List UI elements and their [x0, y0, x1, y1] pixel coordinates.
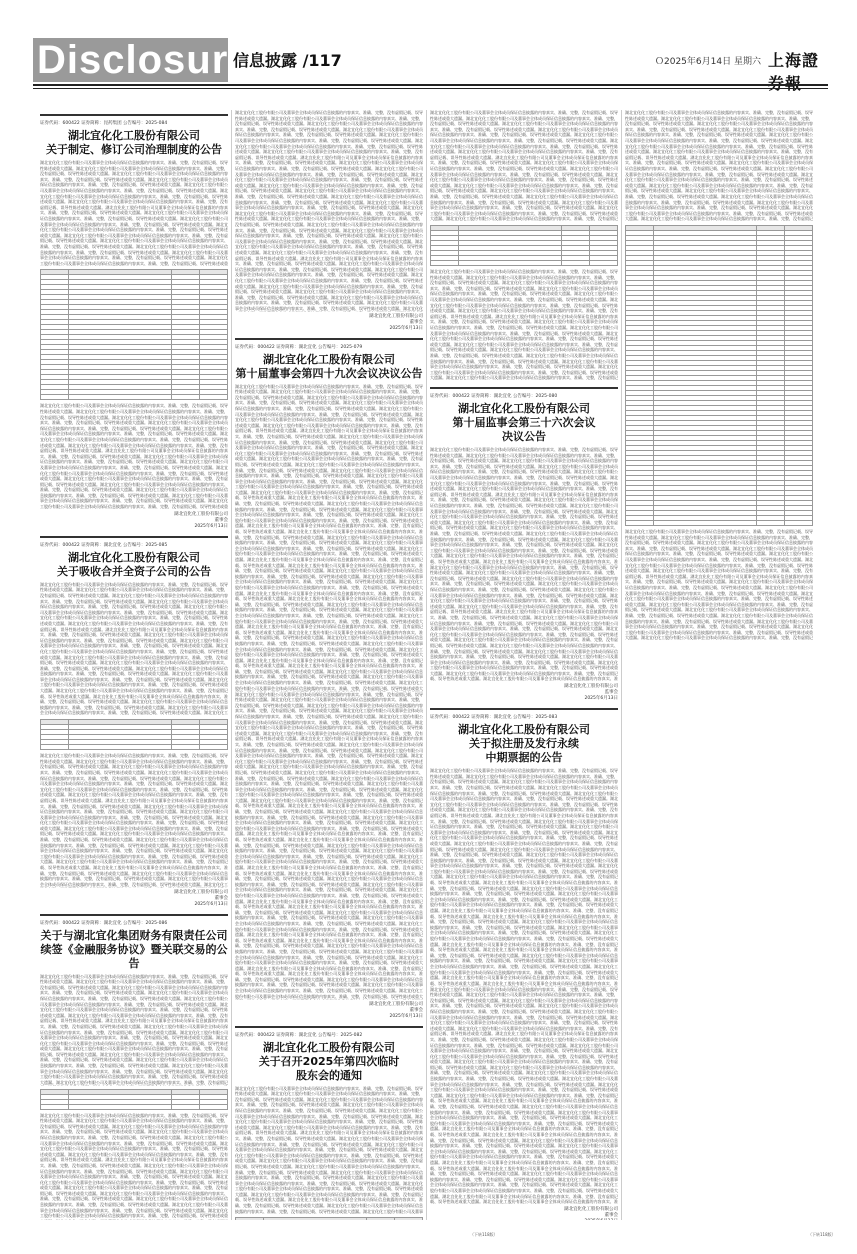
- notice-divider: [235, 338, 423, 340]
- announcement: [40, 536, 228, 908]
- column-separator: [621, 110, 622, 1220]
- notice-divider: [40, 114, 228, 116]
- announcement-body: 湖北宜化化工股份有限公司及董事会全体成员保证信息披露的内容真实、准确、完整，没有虚假记载、误导性陈述或重大遗漏。湖北宜化化工股份有限公司及董事会全体成员保证信息披露的内容真实、准确、完整，没有虚假记载、误导性陈述或重大遗漏。湖北宜化化工股份有限公司及董事会全体成员保证信息披露的内容真实、准确、完整，没有虚假记载、误导性陈述或重大遗漏。湖北宜化化工股份有限公司及董事会全体成员保证信息披露的内容真实、准确、完整，没有虚假记载、误导性陈述或重大遗漏。湖北宜化化工股份有限公司及董事会全体成员保证信息披露的内容真实、准确、完整，没有虚假记载、误导性陈述或重大遗漏。湖北宜化化工股份有限公司及董事会全体成员保证信息披露的内容真实、准确、完整，没有虚假记载、误导性陈述或重大遗漏。湖北宜化化工股份有限公司及董事会全体成员保证信息披露的内容真实、准确、完整，没有虚假记载、误导性陈述或重大遗漏。湖北宜化化工股份有限公司及董事会全体成员保证信息披露的内容真实、准确、完整，没有虚假记载、误导性陈述或重大遗漏。湖北宜化化工股份有限公司及董事会全体成员保证信息披露的内容真实、准确、完整，没有虚假记载、误导性陈述或重大遗漏。湖北宜化化工股份有限公司及董事会全体成员保证信息披露的内容真实、准确、完整，没有虚假记载、误导性陈述或重大遗漏。湖北宜化化工股份有限公司及董事会全体成员保证信息披露的内容真实、准确、完整，没有虚假记载、误导性陈述或重大遗漏。湖北宜化化工股份有限公司及董事会全体成员保证信息披露的内容真实、准确、完整，没有虚假记载、误导性陈述或重大遗漏。湖北宜化化工股份有限公司及董事会全体成员保证信息披露的内容真实、准确、完整，没有虚假记载、误导性陈述或重大遗漏。湖北宜化化工股份有限公司及董事会全体成员保证信息披露的内容真实、准确、完整，没有虚假记载、误导性陈述或重大遗漏。湖北宜化化工股份有限公司及董事会全体成员保证信息披露的内容真实、准确、完整，没有虚假记载、误导性陈述或重大遗漏。湖北宜化化工股份有限公司及董事会全体成员保证信息披露的内容真实、准确、完整，没有虚假记载、误导性陈述或重大遗漏。湖北宜化化工股份有限公司及董事会全体成员保证信息披露的内容真实、准确、完整，没有虚假记: [625, 110, 813, 222]
- announcement-title: 关于吸收合并全资子公司的公告: [57, 564, 211, 578]
- stock-code-line: 证券代码：600422 证券简称：昆药集团 公告编号：2025-084: [40, 121, 168, 126]
- table-row: [41, 395, 228, 400]
- signature-block: 湖北宜化化工股份有限公司 监事会 2025年6月13日: [564, 684, 618, 702]
- header-rule-thin: [33, 88, 828, 89]
- announcement-title: 第十届董事会第四十九次会议决议公告: [235, 366, 423, 380]
- table-row: [626, 521, 813, 526]
- table-row: [431, 261, 618, 266]
- company-name: 湖北宜化化工股份有限公司: [263, 1040, 395, 1054]
- section-title: 信息披露 /117: [233, 51, 342, 70]
- signature-block: 湖北宜化化工股份有限公司 董事会 2025年6月13日: [174, 889, 228, 907]
- stock-code-line: 证券代码：000422 证券简称：湖北宜化 公告编号：2025-082: [235, 1032, 363, 1038]
- announcement-body: 湖北宜化化工股份有限公司及董事会全体成员保证信息披露的内容真实、准确、完整，没有虚假记载、误导性陈述或重大遗漏。湖北宜化化工股份有限公司及董事会全体成员保证信息披露的内容真实、准确、完整，没有虚假记载、误导性陈述或重大遗漏。湖北宜化化工股份有限公司及董事会全体成员保证信息披露的内容真实、准确、完整，没有虚假记载、误导性陈述或重大遗漏。湖北宜化化工股份有限公司及董事会全体成员保证信息披露的内容真实、准确、完整，没有虚假记载、误导性陈述或重大遗漏。湖北宜化化工股份有限公司及董事会全体成员保证信息披露的内容真实、准确、完整，没有虚假记载、误导性陈述或重大遗漏。湖北宜化化工股份有限公司及董事会全体成员保证信息披露的内容真实、准确、完整，没有虚假记载、误导性陈述或重大遗漏。湖北宜化化工股份有限公司及董事会全体成员保证信息披露的内容真实、准确、完整，没有虚假记载、误导性陈述或重大遗漏。湖北宜化化工股份有限公司及董事会全体成员保证信息披露的内容真实、准确、完整，没有虚假记载、误导性陈述或重大遗漏。湖北宜化化工股份有限公司及董事会全体成员保证信息披露的内容真实、准确、完整，没有虚假记载、误导性陈述或重大遗漏。湖北宜化化工股份有限公司及董事会全体成员保证信息披露的内容真实、准确、完整，没有虚假记载、误导性陈述或重大遗漏。湖北宜化化工股份有限公司及董事会全体成员保证信息披露的内容真实、准确、完整，没有虚假记载、误导性陈述或重大遗漏。湖北宜化化工股份有限公司及董事会全体成员保证信息披露的内容真实、准确、完整，没有虚假记载、误导性陈述或重大遗漏。湖北宜化化工股份有限公司及董事会全体成员保证信息披露的内容真实、准确、完整，没有虚假记载、误导性陈述或重大遗漏。湖北宜化化工股份有限公司及董事会全体成员保证信息披露的内容真实、准确、完整，没有虚假记载、误导性陈述或重大遗漏。湖北宜化化工股份有限公司及董事会全体成员保证信息披露的内容真实、准确、完整，没有虚假记载、误导性陈述或重大遗漏。湖北宜化化工股份有限公司及董事会全体成员保证信息披露的内容真实、准确、完整，没有虚假记载、误导性陈述或重大遗漏。湖北宜化化工股份有限公司及董事会全体成员保证信息披露的内容真实、准确、完整，没有虚假记: [40, 973, 228, 1085]
- announcement: [235, 110, 423, 332]
- notice-divider: [430, 387, 618, 389]
- signature-block: 湖北宜化化工股份有限公司 董事会 2025年6月13日: [174, 511, 228, 529]
- company-name: 湖北宜化化工股份有限公司: [68, 550, 200, 564]
- announcement: [40, 114, 228, 530]
- announcement-body: 湖北宜化化工股份有限公司及董事会全体成员保证信息披露的内容真实、准确、完整，没有虚假记载、误导性陈述或重大遗漏。湖北宜化化工股份有限公司及董事会全体成员保证信息披露的内容真实、准确、完整，没有虚假记载、误导性陈述或重大遗漏。湖北宜化化工股份有限公司及董事会全体成员保证信息披露的内容真实、准确、完整，没有虚假记载、误导性陈述或重大遗漏。湖北宜化化工股份有限公司及董事会全体成员保证信息披露的内容真实、准确、完整，没有虚假记载、误导性陈述或重大遗漏。湖北宜化化工股份有限公司及董事会全体成员保证信息披露的内容真实、准确、完整，没有虚假记载、误导性陈述或重大遗漏。湖北宜化化工股份有限公司及董事会全体成员保证信息披露的内容真实、准确、完整，没有虚假记载、误导性陈述或重大遗漏。湖北宜化化工股份有限公司及董事会全体成员保证信息披露的内容真实、准确、完整，没有虚假记载、误导性陈述或重大遗漏。湖北宜化化工股份有限公司及董事会全体成员保证信息披露的内容真实、准确、完整，没有虚假记载、误导性陈述或重大遗漏。湖北宜化化工股份有限公司及董事会全体成员保证信息披露的内容真实、准确、完整，没有虚假记载、误导性陈述或重大遗漏。湖北宜化化工股份有限公司及董事会全体成员保证信息披露的内容真实、准确、完整，没有虚假记载、误导性陈述或重大遗漏。湖北宜化化工股份有限公司及董事会全体成员保证信息披露的内容真实、准确、完整，没有虚假记载、误导性陈述或重大遗漏。湖北宜化化工股份有限公司及董事会全体成员保证信息披露的内容真实、准确、完整，没有虚假记载、误导性陈述或重大遗漏。湖北宜化化工股份有限公司及董事会全体成员保证信息披露的内容真实、准确、完整，没有虚假记载、误导性陈述或重大遗漏。湖北宜化化工股份有限公司及董事会全体成员保证信息披露的内容真实、准确、完整，没有虚假记载、误导性陈述或重大遗漏。湖北宜化化工股份有限公司及董事会全体成员保证信息披露的内容真实、准确、完整，没有虚假记载、误导性陈述或重大遗漏。湖北宜化化工股份有限公司及董事会全体成员保证信息披露的内容真实、准确、完整，没有虚假记载、误导性陈述或重大遗漏。湖北宜化化工股份有限公司及董事会全体成员保证信息披露的内容真实、准确、完整，没有虚假记: [430, 269, 618, 381]
- company-name: 湖北宜化化工股份有限公司: [68, 129, 200, 142]
- stock-code-line: 证券代码：000422 证券简称：湖北宜化 公告编号：2025-085: [40, 542, 168, 548]
- notice-divider: [430, 708, 618, 710]
- notice-divider: [235, 1026, 423, 1028]
- table-row: [41, 745, 228, 750]
- column-4: [625, 110, 813, 1220]
- announcement-body: 湖北宜化化工股份有限公司及董事会全体成员保证信息披露的内容真实、准确、完整，没有虚假记载、误导性陈述或重大遗漏。湖北宜化化工股份有限公司及董事会全体成员保证信息披露的内容真实、准确、完整，没有虚假记载、误导性陈述或重大遗漏。湖北宜化化工股份有限公司及董事会全体成员保证信息披露的内容真实、准确、完整，没有虚假记载、误导性陈述或重大遗漏。湖北宜化化工股份有限公司及董事会全体成员保证信息披露的内容真实、准确、完整，没有虚假记载、误导性陈述或重大遗漏。湖北宜化化工股份有限公司及董事会全体成员保证信息披露的内容真实、准确、完整，没有虚假记载、误导性陈述或重大遗漏。湖北宜化化工股份有限公司及董事会全体成员保证信息披露的内容真实、准确、完整，没有虚假记载、误导性陈述或重大遗漏。湖北宜化化工股份有限公司及董事会全体成员保证信息披露的内容真实、准确、完整，没有虚假记载、误导性陈述或重大遗漏。湖北宜化化工股份有限公司及董事会全体成员保证信息披露的内容真实、准确、完整，没有虚假记载、误导性陈述或重大遗漏。湖北宜化化工股份有限公司及董事会全体成员保证信息披露的内容真实、准确、完整，没有虚假记载、误导性陈述或重大遗漏。湖北宜化化工股份有限公司及董事会全体成员保证信息披露的内容真实、准确、完整，没有虚假记载、误导性陈述或重大遗漏。湖北宜化化工股份有限公司及董事会全体成员保证信息披露的内容真实、准确、完整，没有虚假记载、误导性陈述或重大遗漏。湖北宜化化工股份有限公司及董事会全体成员保证信息披露的内容真实、准确、完整，没有虚假记载、误导性陈述或重大遗漏。湖北宜化化工股份有限公司及董事会全体成员保证信息披露的内容真实、准确、完整，没有虚假记载、误导性陈述或重大遗漏。湖北宜化化工股份有限公司及董事会全体成员保证信息披露的内容真实、准确、完整，没有虚假记载、误导性陈述或重大遗漏。湖北宜化化工股份有限公司及董事会全体成员保证信息披露的内容真实、准确、完整，没有虚假记载、误导性陈述或重大遗漏。湖北宜化化工股份有限公司及董事会全体成员保证信息披露的内容真实、准确、完整，没有虚假记载、误导性陈述或重: [40, 1112, 228, 1219]
- column-separator: [231, 110, 232, 1220]
- disclosure-logo: Disclosure: [33, 38, 228, 82]
- stock-code-line: 证券代码：000422 证券简称：湖北宜化 公告编号：2025-086: [40, 920, 168, 926]
- announcement-body: 湖北宜化化工股份有限公司及董事会全体成员保证信息披露的内容真实、准确、完整，没有虚假记载、误导性陈述或重大遗漏。湖北宜化化工股份有限公司及董事会全体成员保证信息披露的内容真实、准确、完整，没有虚假记载、误导性陈述或重大遗漏。湖北宜化化工股份有限公司及董事会全体成员保证信息披露的内容真实、准确、完整，没有虚假记载、误导性陈述或重大遗漏。湖北宜化化工股份有限公司及董事会全体成员保证信息披露的内容真实、准确、完整，没有虚假记载、误导性陈述或重大遗漏。湖北宜化化工股份有限公司及董事会全体成员保证信息披露的内容真实、准确、完整，没有虚假记载、误导性陈述或重大遗漏。湖北宜化化工股份有限公司及董事会全体成员保证信息披露的内容真实、准确、完整，没有虚假记载、误导性陈述或重大遗漏。湖北宜化化工股份有限公司及董事会全体成员保证信息披露的内容真实、准确、完整，没有虚假记载、误导性陈述或重大遗漏。湖北宜化化工股份有限公司及董事会全体成员保证信息披露的内容真实、准确、完整，没有虚假记载、误导性陈述或重大遗漏。湖北宜化化工股份有限公司及董事会全体成员保证信息披露的内容真实、准确、完整，没有虚假记载、误导性陈述或重大遗漏。湖北宜化化工股份有限公司及董事会全体成员保证信息披露的内容真实、准确、完整，没有虚假记载、误导性陈述或重大遗漏。湖北宜化化工股份有限公司及董事会全体成员保证信息披露的内容真实、准确、完整，没有虚假记载、误导性陈述或重大遗漏。湖北宜化化工股份有限公司及董事会全体成员保证信息披露的内容真实、准确、完整，没有虚假记载、误导性陈述或重大遗漏。湖北宜化化工股份有限公司及董事会全体成员保证信息披露的内容真实、准确、完整，没有虚假记载、误导性陈述或重大遗漏。湖北宜化化工股份有限公司及董事会全体成员保证信息披露的内容真实、准确、完整，没有虚假记载、误导性陈述或重大遗漏。湖北宜化化工股份有限公司及董事会全体成员保证信息披露的内容真实、准确、完整，没有虚假记载、误导性陈述或重大遗漏。湖北宜化化工股份有限公司及董事会全体成员保证信息披露的内容真实、准确、完整，没有虚假记载、误导性陈述或重大遗漏。湖北宜化化工股份有限公司及董事会全体成员保证信息披露的内容真实、准确、完整，没有虚假记载、误导性陈述或重大遗漏。湖北宜化化工股份有限公司及董事会全体成员保证信息披露的内容真实、准: [430, 447, 618, 564]
- company-name: 湖北宜化化工股份有限公司: [458, 402, 590, 415]
- announcement: [235, 338, 423, 1020]
- data-table: [625, 225, 813, 526]
- column-2: [235, 110, 423, 1220]
- announcement: [625, 110, 813, 641]
- announcement-title: 第十届监事会第三十六次会议 决议公告: [452, 416, 596, 443]
- data-table: [40, 1089, 228, 1110]
- company-name: 关于与湖北宜化集团财务有限责任公司: [40, 928, 228, 942]
- announcement-title: 关于召开2025年第四次临时 股东会的通知: [258, 1054, 400, 1082]
- announcement-body: 湖北宜化化工股份有限公司及董事会全体成员保证信息披露的内容真实、准确、完整，没有虚假记载、误导性陈述或重大遗漏。湖北宜化化工股份有限公司及董事会全体成员保证信息披露的内容真实、准确、完整，没有虚假记载、误导性陈述或重大遗漏。湖北宜化化工股份有限公司及董事会全体成员保证信息披露的内容真实、准确、完整，没有虚假记载、误导性陈述或重大遗漏。湖北宜化化工股份有限公司及董事会全体成员保证信息披露的内容真实、准确、完整，没有虚假记载、误导性陈述或重大遗漏。湖北宜化化工股份有限公司及董事会全体成员保证信息披露的内容真实、准确、完整，没有虚假记载、误导性陈述或重大遗漏。湖北宜化化工股份有限公司及董事会全体成员保证信息披露的内容真实、准确、完整，没有虚假记载、误导性陈述或重大遗漏。湖北宜化化工股份有限公司及董事会全体成员保证信息披露的内容真实、准确、完整，没有虚假记载、误导性陈述或重大遗漏。湖北宜化化工股份有限公司及董事会全体成员保证信息披露的内容真实、准确、完整，没有虚假记载、误导性陈述或重大遗漏。湖北宜化化工股份有限公司及董事会全体成员保证信息披露的内容真实、准确、完整，没有虚假记载、误导性陈述或重大遗漏。湖北宜化化工股份有限公司及董事会全体成员保证信息披露的内容真实、准确、完整，没有虚假记载、误导性陈述或重大遗漏。湖北宜化化工股份有限公司及董事会全体成员保证信息披露的内容真实、准确、完整，没有虚假记载、误导性陈述或重大遗漏。湖北宜化化工股份有限公司及董事会全体成员保证信息披露的内容真实、准确、完整，没有虚假记载、误导性陈述或重大遗漏。湖北宜化化工股份有限公司及董事会全体成员保证信息披露的内容真实、准确、完整，没有虚假记载、误导性陈述或重大遗漏。湖北宜化化工股份有限公司及董事会全体成员保证信息披露的内容真实、准确、完整，没有虚假记载、误导性陈述或重大遗漏。湖北宜化化工股份有限公司及董事会全体成员保证信息披露的内容真实、准确、完整，没有虚假记载、误导性陈述或重大遗漏。湖北宜化化工股份有限公司及董事会全体成员保证信息披露的内容真实、准确、完整，没有虚假记载、误导性陈述或重: [40, 160, 228, 266]
- announcement-body: 湖北宜化化工股份有限公司及董事会全体成员保证信息披露的内容真实、准确、完整，没有虚假记载、误导性陈述或重大遗漏。湖北宜化化工股份有限公司及董事会全体成员保证信息披露的内容真实、准确、完整，没有虚假记载、误导性陈述或重大遗漏。湖北宜化化工股份有限公司及董事会全体成员保证信息披露的内容真实、准确、完整，没有虚假记载、误导性陈述或重大遗漏。湖北宜化化工股份有限公司及董事会全体成员保证信息披露的内容真实、准确、完整，没有虚假记载、误导性陈述或重大遗漏。湖北宜化化工股份有限公司及董事会全体成员保证信息披露的内容真实、准确、完整，没有虚假记载、误导性陈述或重大遗漏。湖北宜化化工股份有限公司及董事会全体成员保证信息披露的内容真实、准确、完整，没有虚假记载、误导性陈述或重大遗漏。湖北宜化化工股份有限公司及董事会全体成员保证信息披露的内容真实、准确、完整，没有虚假记载、误导性陈述或重大遗漏。湖北宜化化工股份有限公司及董事会全体成员保证信息披露的内容真实、准确、完整，没有虚假记载、误导性陈述或重大遗漏。湖北宜化化工股份有限公司及董事会全体成员保证信息披露的内容真实、准确、完整，没有虚假记载、误导性陈述或重大遗漏。湖北宜化化工股份有限公司及董事会全体成员保证信息披露的内容真实、准确、完整，没有虚假记载、误导性陈述或重大遗漏。湖北宜化化工股份有限公司及董事会全体成员保证信息披露的内容真实、准确、完整，没有虚假记载、误导性陈述或重大遗漏。湖北宜化化工股份有限公司及董事会全体成员保证信息披露的内容真实、准确、完整，没有虚假记载、误导性陈述或重大遗漏。湖北宜化化工股份有限公司及董事会全体成员保证信息披露的内容真实、准确、完整，没有虚假记载、误导性陈述或重大遗漏。湖北宜化化工股份有限公司及董事会全体成员保证信息披露的内容真实、准确、完整，没有虚假记载、误导性陈述或重大遗漏。湖北宜化化工股份有限公司及董事会全体成员保证信息披露的内容真实、准确、完整，没有虚假记载、误导性陈述或重大遗漏。湖北宜化化工股份有限公司及董事会全体成员保证信息披露的内容真实、准确、完整，没有虚假记载、误导性陈述或重大遗漏。湖北宜化化工股份有限公司及董事会全体成员保证信息披露的内容真实、准确、完整，没有虚假记: [430, 110, 618, 222]
- announcement-body: 湖北宜化化工股份有限公司及董事会全体成员保证信息披露的内容真实、准确、完整，没有虚假记载、误导性陈述或重大遗漏。湖北宜化化工股份有限公司及董事会全体成员保证信息披露的内容真实、准确、完整，没有虚假记载、误导性陈述或重大遗漏。湖北宜化化工股份有限公司及董事会全体成员保证信息披露的内容真实、准确、完整，没有虚假记载、误导性陈述或重大遗漏。湖北宜化化工股份有限公司及董事会全体成员保证信息披露的内容真实、准确、完整，没有虚假记载、误导性陈述或重大遗漏。湖北宜化化工股份有限公司及董事会全体成员保证信息披露的内容真实、准确、完整，没有虚假记载、误导性陈述或重大遗漏。湖北宜化化工股份有限公司及董事会全体成员保证信息披露的内容真实、准确、完整，没有虚假记载、误导性陈述或重大遗漏。湖北宜化化工股份有限公司及董事会全体成员保证信息披露的内容真实、准确、完整，没有虚假记载、误导性陈述或重大遗漏。湖北宜化化工股份有限公司及董事会全体成员保证信息披露的内容真实、准确、完整，没有虚假记载、误导性陈述或重大遗漏。湖北宜化化工股份有限公司及董事会全体成员保证信息披露的内容真实、准确、完整，没有虚假记载、误导性陈述或重大遗漏。湖北宜化化工股份有限公司及董事会全体成员保证信息披露的内容真实、准确、完整，没有虚假记载、误导性陈述或重大遗漏。湖北宜化化工股份有限公司及董事会全体成员保证信息披露的内容真实、准确、完整，没有虚假记载、误导性陈述或重大遗漏。湖北宜化化工股份有限公司及董事会全体成员保证信息披露的内容真实、准确、完整，没有虚假记载、误导性陈述或重大遗漏。湖北宜化化工股份有限公司及董事会全体成员保证信息披露的内容真实、准确、完整，没有虚假记载、误导性陈述或重大遗漏。湖北宜化化工股份有限公司及董事会全体成员保证信息披露的内容真实、准确、完整，没有虚假记载、误导性陈述或重大遗漏。湖北宜化化工股份有限公司及董事会全体成员保证信息披露的内容真实、准确、完整，没有虚假记载、误导性陈述或重大遗漏。湖北宜化化工股份有限公司及董事会全体成员保证信息披露的内容真实、准确、完整，没有虚假记载、误导性陈述或重大遗漏。湖北宜化化工股份有限公司及董事会全体成员保证信息披露的内容真实、准确、完整，没有虚假记载、误导性陈述或重大遗漏。湖北宜化化工股份有限公司及董事会全体成员保证信息披露的内容真实、准确、完整，没有虚假记载、误导性陈述或重大遗漏。湖北宜化化工股份有限公司及董事会全体成员保证信息披露的内容真实、准确、完整，没有虚假记载、误导性陈述或重大遗漏。湖北宜化化工股份有限公司及董事会全体成员保证信息披露的内容真实、准确、完整，没有虚假记载、误导性陈述或重大遗漏。湖北宜化化工股份有限公司及董事会全体成员保证信息披露的内容真实、准确、完整，没有虚假记载、误导性陈述或重大遗漏。湖北宜化化工股份有限公司及董事会全体成员保证信息披露的内容真实、准确、完整，没有虚假记载、误导性陈述或重大遗漏。湖北宜化化工股份有限公司及董事会全体成员保证信息披露的内容真实、准确、完整，没有虚假记载、误导性陈述或重大遗漏。湖北宜化化工股份有限公司及董事会全体成员保证信息披露的内容真实、准确、完整，没有虚假记载、误导性陈述或重大遗漏。湖北宜化化工股份有限公司及董事会全体成员保证信息披露的内容真实、准确、完整，没有虚假记载、误导性陈述或重大遗漏。湖北宜化化工股份有限公司及董事会全体成员保证信息披露的内容真实、准确、完整，没有虚假记载、误导性陈述或重大遗漏。湖北宜化化工股份有限公司及董事会全体成员保证信息披露的内容真实、准确、完整，没有虚假记载、误导性陈述或重大遗漏。湖北宜化化工股份有限公司及董事会全体成员保证信息披露的内容真实、准确、完整，没有虚假记载、误导性陈述或重大遗漏。湖北宜化化工股份有限公司及董事会全体成员保证信息披露的内容真实、准确、完整，没有虚假记载、误导性陈述或重大遗漏。湖北宜化化工股份有限公司及董事会全体成员保证信息披露的内容真实、准确、完整，没有虚假记载、误导性陈述或重大遗漏。湖北宜化化工股份有限公司及董事会全体成员保证信息披露的内容真实、准确、完整，没有虚假记载、误导性陈述或重大遗漏。湖北宜化化工股份有限公司及董事会全体成员保证信息披露的内容真实、准确、完整，没有虚假记载、误导性陈述或重大遗漏。湖北宜化化工股份有限公司及董事会全体成员保证信息披露的内容真实、准确、完整，没有虚假记载、误导性陈述或重大遗漏。湖北宜化化工股份有限公司及董事会全体成员保证信息披露的内容真实、准确、完整，没有虚假记载、误导性陈述或重大遗漏。湖北宜化化工股份有限公司及董事会全体成员保证信息披露的内容真实、准确、完整，没有虚假记载、误导性陈述或重大遗漏。湖北宜化化工股份有限公司及董事会全体成员保证信息披露的内容真实、准确、完整，没有虚假记载、误导性陈述或重大遗漏。湖北宜化化工股份有限公司及董事会全体成员保证信息披露的内容真实、准确、完整，没有虚假记载、误导性陈述或重大遗漏。湖北宜化化工股份有限公司及董事会全体成员保证信息披露的内容真实、准确、完整，没有虚假记载、误导性陈述或重大遗漏。湖北宜化化工股份有限公司及董事会全体成员保证信息披露的内容真实、准确、完整，没有虚假记载、误导性陈述或重大遗漏。湖北宜化化工股份有限公司及董事会全体成员保证信息披露的内容真实、准确、完整，没有虚假记载、误导性陈述或重大遗漏。湖北宜化化工股份有限公司及董事会全体成员保证信息披露的内容真实、准确、完整，没有虚假记载、误导性陈述或重大遗漏。湖北宜化化工股份有限公司及董事会全体成员保证信息披露的内容真实、准确、完整，没有虚假记载、误导性陈述或重大遗漏。湖北宜化化工股份有限公司及董事会全体成员保证信息披露的内容真实、准确、完整，没有虚假记载、误导性陈述或重大遗漏。湖北宜化化工股份有限公司及董事会全体成员保证信息披露的内容真实、准确、完整，没有虚假记载、误导性陈述或重大遗漏。湖北宜化化工股份有限公司及董事会全体成员保证信息披露的内容真实、准确、完整，没有虚假记载、误导性陈述或重大遗漏。湖北宜化化工股份有限公司及董事会全体成员保证信息披露的内容真实、准确、完整，没有虚假记载、误导性陈述或重大: [235, 691, 423, 999]
- data-table: [430, 225, 618, 266]
- issue-date: Ｏ2025年6月14日 星期六: [655, 57, 761, 67]
- column-1: [40, 110, 228, 1220]
- announcement: [430, 387, 618, 702]
- column-separator: [426, 110, 427, 1220]
- company-name: 湖北宜化化工股份有限公司: [458, 723, 590, 737]
- header-rule: [33, 84, 828, 86]
- announcement-title: 关于拟注册及发行永续 中期票据的公告: [469, 737, 579, 765]
- table-row: [41, 1104, 228, 1109]
- data-table: [40, 719, 228, 750]
- notice-divider: [40, 536, 228, 538]
- continuation-note-right: （下转118版）: [808, 1232, 836, 1237]
- signature-block: 湖北宜化化工股份有限公司 董事会 2025年6月13日: [369, 1001, 423, 1019]
- stock-code-line: 证券代码：000422 证券简称：湖北宜化 公告编号：2025-083: [430, 715, 558, 721]
- announcement-title: 关于制定、修订公司治理制度的公告: [46, 143, 222, 156]
- signature-block: 湖北宜化化工股份有限公司 董事会 2025年6月13日: [369, 313, 423, 331]
- announcement-body: 湖北宜化化工股份有限公司及董事会全体成员保证信息披露的内容真实、准确、完整，没有虚假记载、误导性陈述或重大遗漏。湖北宜化化工股份有限公司及董事会全体成员保证信息披露的内容真实、准确、完整，没有虚假记载、误导性陈述或重大遗漏。湖北宜化化工股份有限公司及董事会全体成员保证信息披露的内容真实、准确、完整，没有虚假记载、误导性陈述或重大遗漏。湖北宜化化工股份有限公司及董事会全体成员保证信息披露的内容真实、准确、完整，没有虚假记载、误导性陈述或重大遗漏。湖北宜化化工股份有限公司及董事会全体成员保证信息披露的内容真实、准确、完整，没有虚假记载、误导性陈述或重大遗漏。湖北宜化化工股份有限公司及董事会全体成员保证信息披露的内容真实、准确、完整，没有虚假记载、误导性陈述或重大遗漏。湖北宜化化工股份有限公司及董事会全体成员保证信息披露的内容真实、准确、完整，没有虚假记载、误导性陈述或重大遗漏。湖北宜化化工股份有限公司及董事会全体成员保证信息披露的内容真实、准确、完整，没有虚假记载、误导性陈述或重大遗漏。湖北宜化化工股份有限公司及董事会全体成员保证信息披露的内容真实、准确、完整，没有虚假记载、误导性陈述或重大遗漏。湖北宜化化工股份有限公司及董事会全体成员保证信息披露的内容真实、准确、完整，没有虚假记载、误导性陈述或重大遗漏。湖北宜化化工股份有限公司及董事会全体成员保证信息披露的内容真实、准确、完整，没有虚假记载、误导性陈述或重大遗漏。湖北宜化化工股份有限公司及董事会全体成员保证信息披露的内容真实、准确、完整，没有虚假记载、误导性陈述或重大遗漏。湖北宜化化工股份有限公司及董事会全体成员保证信息披露的内容真实、准确、完整，没有虚假记载、误导性陈述或重大遗漏。湖北宜化化工股份有限公司及董事会全体成员保证信息披露的内容真实、准确、完整，没有虚假记载、误导性陈述或重大遗漏。湖北宜化化工股份有限公司及董事会全体成员保证信息披露的内容真实、准确、完整，没有虚假记载、误导性陈述或重大遗漏。湖北宜化化: [235, 110, 423, 211]
- announcement-title: 续签《金融服务协议》暨关联交易的公告: [40, 942, 228, 970]
- continuation-note: （下转118版）: [470, 1232, 498, 1237]
- stock-code-line: 证券代码：000422 证券简称：湖北宜化 公告编号：2025-079: [235, 344, 363, 350]
- announcement-body: 湖北宜化化工股份有限公司及董事会全体成员保证信息披露的内容真实、准确、完整，没有虚假记载、误导性陈述或重大遗漏。湖北宜化化工股份有限公司及董事会全体成员保证信息披露的内容真实、准确、完整，没有虚假记载、误导性陈述或重大遗漏。湖北宜化化工股份有限公司及董事会全体成员保证信息披露的内容真实、准确、完整，没有虚假记载、误导性陈述或重大遗漏。湖北宜化化工股份有限公司及董事会全体成员保证信息披露的内容真实、准确、完整，没有虚假记载、误导性陈述或重大遗漏。湖北宜化化工股份有限公司及董事会全体成员保证信息披露的内容真实、准确、完整，没有虚假记载、误导性陈述或重大遗漏。湖北宜化化工股份有限公司及董事会全体成员保证信息披露的内容真实、准确、完整，没有虚假记载、误导性陈述或重大遗漏。湖北宜化化工股份有限公司及董事会全体成员保证信息披露的内容真实、准确、完整，没有虚假记载、误导性陈述或重大遗漏。湖北宜化化工股份有限公司及董事会全体成员保证信息披露的内容真实、准确、完整，没有虚假记载、误导性陈述或重大遗漏。湖北宜化化工股份有限公司及董事会全体成员保证信息披露的内容真实、准确、完整，没有虚假记载、误导性陈述或重大遗漏。湖北宜化化工股份有限公司及董事会全体成员保证信息披露的内容真实、准确、完整，没有虚假记载、误导性陈述或重大遗漏。湖北宜化化工股份有限公司及董事会全体成员保证信息披露的内容真实、准确、完整，没有虚假记载、误导性陈述或重大遗漏。湖北宜化化工股份有限公司及董事会全体成员保证信息披露的内容真实、准确、完整，没有虚假记载、误导性陈述或重大遗漏。湖北宜化化工股份有限公司及董事会全体成员保证信息披露的内容真实、准确、完整，没有虚假记载、误导性陈述或重大遗漏。湖北宜化化工股份有限公司及董事会全体成员保证信息披露的内容真实、准确、完整，没有虚假记载、误导性陈述或重大遗漏。湖北宜化化工股份有限公司及董事会全体成员保证信息披露的内容真实、准确、完整，没有虚假记载、误导性陈述或重大遗漏。湖北宜化化工股份有限公司及董事会全体成员保证信息披露的内容真实、准确、完整，没有虚假记载、误导性陈述或重大遗漏。湖北宜化化工股份有限公司及董事会全体成员保证信息披露的内容真实、准确、完整，没有虚假记载、误导性陈述或重大遗漏。湖北宜化化工股份有限公司及董事会全体成员保证信息披露的内容真实、准确、完整，没有虚假记载、误导性陈述或重大遗漏。湖北宜化化工股份有限公司及董事会全体成员保证信息披露的内容真实、准确、完整，没有虚假记载、误导性陈述或重大遗漏。湖北宜化化工股份有限公司及董事会全体成员保证信息披露的内容真实、准确、完整，没有虚假记载、误导性陈述或重大遗漏。湖北宜化化工股份有限公司及董事会全体成员保证信息披露的内容真实、准确、完整，没有虚假记载、误导性陈述或重大遗漏。湖北宜化化工股份有限公司及董事会全体成员保证信息披露的内容真实、准确、完整，没有虚假记载、误导性陈述或重大遗漏。湖北宜化化工股份有限公司及董事会全体成员保证信息披露的内容真实、准确、完整，没有虚假记载、误导性陈述或重大遗漏。湖北宜化化工股份有限公司及董事会全体成员保证信息披露的内容真实、准确、完整，没有虚假记载、误导性陈述或重大遗漏。湖北宜化化工股份有限公司及董事会全体成员保证信息披露的内容真实、准确、完整，没有虚假记载、误导性陈述或重大遗漏。湖北宜化化工股份有限公司及董事会全体成员保证信息披露的内容真实、准确、完整，没有虚假记载、误导性陈述或重大遗漏。湖北宜化化工股份有限公司及董事会全体成员保证信息披露的内容真实、准确、完整，没有虚假记载、误导性陈述或重大遗漏。湖北宜化化工股份有限公司及董事会全体成员保证信息披露的内容真实、准确、完整，没有虚假记载、误导性陈述或重大遗漏。湖北宜化化工股份有限公司及董事会全体成员保证信息披露的内容真实、准确、完整，没有虚假记载、误导性陈述或重大遗漏。湖北宜化化工股份有限公司及董事会全体成员保证信息披露的内容真实、准确、完整，没有虚假记载、误导性陈述或重大遗漏。湖北宜化化工股份有限公司及董事会全体成员保证信息披露的内容真实、准确、完整，没有虚假记载、误导性陈述或重大遗漏。湖北宜化化工股份有限公司及董事会全体成员保证信息披露的内容真实、准确、完整，没有虚假记载、误导性陈述或重大遗漏。湖北宜化化工股份有限公司及董事会全体成员保证信息披露的内容真实、准: [430, 986, 618, 1205]
- announcement: [430, 110, 618, 381]
- data-table: [235, 1217, 423, 1220]
- company-name: 湖北宜化化工股份有限公司: [263, 352, 395, 366]
- announcement: [430, 708, 618, 1220]
- newspaper-name: 上海證: [768, 51, 820, 70]
- stock-code-line: 证券代码：000422 证券简称：湖北宜化 公告编号：2025-080: [430, 394, 558, 399]
- announcement-body: 湖北宜化化工股份有限公司及董事会全体成员保证信息披露的内容真实、准确、完整，没有虚假记载、误导性陈述或重大遗漏。湖北宜化化工股份有限公司及董事会全体成员保证信息披露的内容真实、准确、完整，没有虚假记载、误导性陈述或重大遗漏。湖北宜化化工股份有限公司及董事会全体成员保证信息披露的内容真实、准确、完整，没有虚假记载、误导性陈述或重大遗漏。湖北宜化化工股份有限公司及董事会全体成员保证信息披露的内容真实、准确、完整，没有虚假记载、误导性陈述或重大遗漏。湖北宜化化工股份有限公司及董事会全体成员保证信息披露的内容真实、准确、完整，没有虚假记载、误导性陈述或重大遗漏。湖北宜化化工股份有限公司及董事会全体成员保证信息披露的内容真实、准确、完整，没有虚假记载、误导性陈述或重大遗漏。湖北宜化化工股份有限公司及董事会全体成员保证信息披露的内容真实、准确、完整，没有虚假记载、误导性陈述或重大遗漏。湖北宜化化工股份有限公司及董事会全体成员保证信息披露的内容真实、准确、完整，没有虚假记载、误导性陈述或重大遗漏。湖北宜化化工股份有限公司及董事会全体成员保证信息披露的内容真实、准确、完整，没有虚假记载、误导性陈述或重大遗漏。湖北宜化化工股份有限公司及董事会全体成员保证信息披露的内容真实、准确、完整，没有虚假记载、误导性陈述或重大遗漏。湖北宜化化工股份有限公司及董事会全体成员保证信息披露的内容真实、准确、完整，没有虚假记载、误导性陈述或重大遗漏。湖北宜化化工股份有限公司及董事会全体成员保证信息披露的内容真实、准确、完整，没有虚假记载、误导性陈述或重大遗漏。湖北宜化化工股份有限公司及董事会全体成员保证信息披露的内容真实、准确、完整，没有虚假记载、误导性陈述或重大遗漏。湖北宜化化工股份有限公司及董事会全体成员保证信息披露的内容真实、准确、完整，没有虚假记载、误导性陈述或重大遗漏。湖北宜化化工股份有限公司及董事会全体成员保证信息披露的内容真实、准确、完整，没有虚假记载、误导性陈述或重大遗漏。湖北宜化化工股份有限公司及董事会全体成员保证信息披露的内容真实、准确、完整，没有虚假记载、误导性陈述或重: [40, 403, 228, 510]
- data-table: [40, 269, 228, 400]
- notice-divider: [40, 914, 228, 916]
- announcement-body: 湖北宜化化工股份有限公司及董事会全体成员保证信息披露的内容真实、准确、完整，没有虚假记载、误导性陈述或重大遗漏。湖北宜化化工股份有限公司及董事会全体成员保证信息披露的内容真实、准确、完整，没有虚假记载、误导性陈述或重大遗漏。湖北宜化化工股份有限公司及董事会全体成员保证信息披露的内容真实、准确、完整，没有虚假记载、误导性陈述或重大遗漏。湖北宜化化工股份有限公司及董事会全体成员保证信息披露的内容真实、准确、完整，没有虚假记载、误导性陈述或重大遗漏。湖北宜化化工股份有限公司及董事会全体成员保证信息披露的内容真实、准确、完整，没有虚假记载、误导性陈述或重大遗漏。湖北宜化化工股份有限公司及董事会全体成员保证信息披露的内容真实、准确、完整，没有虚假记载、误导性陈述或重大遗漏。湖北宜化化工股份有限公司及董事会全体成员保证信息披露的内容真实、准确、完整，没有虚假记载、误导性陈述或重大遗漏。湖北宜化化工股份有限公司及董事会全体成员保证信息披露的内容真实、准确、完整，没有虚假记载、误导性陈述或重大遗漏。湖北宜化化工股份有限公司及董事会全体成员保证信息披露的内容真实、准确、完整，没有虚假记载、误导性陈述或重大遗漏。湖北宜化化工股份有限公司及董事会全体成员保证信息披露的内容真实、准确、完整，没有虚假记载、误导性陈述或重大遗漏。湖北宜化化工股份有限公司及董事会全体成员保证信息披露的内容真实、准确、完整，没有虚假记载、误导性陈述或重大遗漏。湖北宜化化工股份有限公司及董事会全体成员保证信息披露的内容真实、准确、完整，没有虚假记载、误导性陈述或重大遗漏。湖北宜化化工股份有限公司及董事会全体成员保证信息披露的内容真实、准确、完整，没有虚假记载、误导性陈述或重大遗漏。湖北宜化化工股份有限公司及董事会全体成员保证信息披露的内容真实、准确、完整，没有虚假记载、误导性陈述或重大遗漏。湖北宜化化工股份有限公司及董事会全体成员保证信息披露的内容真实、准确、完整，没有虚假记载、误导性陈述或重大遗漏。湖北宜化化工股份有限公司及董事会全体成员保证信息披露的内容真实、准确、完整，没有虚假记载、误导性陈述或重大遗漏。湖北宜化化工股份有限公司及董事会全体成员保证信息披露的内容真实、准确、完整，没有虚假记载、误导性陈述或重大遗漏。湖北宜化化工股份有限公司及董事会全体成员保证信息披露的内容真实、准确、完整，没有虚假记载、误导性陈述或重大遗漏。湖北宜化化工股份有限公司及董事会全体成员保证信息披露的内容真实、准确、完整，没有虚假记载、误导性陈述或重大遗漏。湖北宜化化工股份有限公司及董事会全体成员保证信息披露的内容真实、准确、完整，没有虚假记载、误导性陈述或重大遗漏。湖北宜化化工股份有限公司及董事会全体成员保证信息披露的内容真实、准确、完整，没有虚假记载、误导性陈述或重大遗漏。湖北宜化化工股份有限公司及董事会全体成员保证信息披露的内容真实、准确、完整，没有虚假记载、误导性陈述或重大遗漏。湖北宜化化工股份有限公司及董事会全体成员保证信息披露的内容真实、准确、完整，没有虚假记载、误导性陈述或重大遗漏。湖北宜化化工股份有限公司及董事会全体成员保证信息披露的内容真实、准确、完整，没有虚假记载、误导性陈述或重大遗漏。湖北宜化化工股份有限公司及董事会全体成员保证信息披露的内容真实、准确、完整，没有虚假记载、误导性陈述或重大遗漏。湖北宜化化工股份有限公司及董事会全体成员保证信息披露的内容真实、准确、完整，没有虚假记载、误导性陈述或重大遗漏。湖北宜化化工股份有限公司及董事会全体成员保证信息披露的内容真实、准确、完整，没有虚假记载、误导性陈述或重大遗漏。湖北宜化化工股份有限公司及董事会全体成员保证信息披露的内容真实、准确、完整，没有虚假记载、误导性陈述或重大遗漏。湖北宜化化工股份有限公司及董事会全体成员保证信息披露的内容真实、准确、完整，没有虚假记载、误导性陈述或重大遗漏。湖北宜化化工股份有限公司及董事会全体成员保证信息披露的内容真实、准确、完整，没有虚假记载、误导性陈述或重大遗漏。湖北宜化化工股份有限公司及董事会全体成员保证信息披露的内容真实、准确、完整，没有虚假记载、误导性陈述或重大遗漏。湖北宜化化工股份有限公司及董事会全体成员保证信息披露的内容真实、准确、完整，没有虚假记载、误导性陈述或重大遗漏。湖北宜化化工股份有限公司及董事会全体成员保证信息披露的内容真实、准: [430, 768, 618, 986]
- column-3: [430, 110, 618, 1220]
- announcement-body: 湖北宜化化工股份有限公司及董事会全体成员保证信息披露的内容真实、准确、完整，没有虚假记载、误导性陈述或重大遗漏。湖北宜化化工股份有限公司及董事会全体成员保证信息披露的内容真实、准确、完整，没有虚假记载、误导性陈述或重大遗漏。湖北宜化化工股份有限公司及董事会全体成员保证信息披露的内容真实、准确、完整，没有虚假记载、误导性陈述或重大遗漏。湖北宜化化工股份有限公司及董事会全体成员保证信息披露的内容真实、准确、完整，没有虚假记载、误导性陈述或重大遗漏。湖北宜化化工股份有限公司及董事会全体成员保证信息披露的内容真实、准确、完整，没有虚假记载、误导性陈述或重大遗漏。湖北宜化化工股份有限公司及董事会全体成员保证信息披露的内容真实、准确、完整，没有虚假记载、误导性陈述或重大遗漏。湖北宜化化工股份有限公司及董事会全体成员保证信息披露的内容真实、准确、完整，没有虚假记载、误导性陈述或重大遗漏。湖北宜化化工股份有限公司及董事会全体成员保证信息披露的内容真实、准确、完整，没有虚假记载、误导性陈述或重大遗漏。湖北宜化化工股份有限公司及董事会全体成员保证信息披露的内容真实、准确、完整，没有虚假记载、误导性陈述或重大遗漏。湖北宜化化工股份有限公司及董事会全体成员保证信息披露的内容真实、准确、完整，没有虚假记载、误导性陈述或重大遗漏。湖北宜化化工股份有限公司及董事会全体成员保证信息披露的内容真实、准确、完整，没有虚假记载、误导性陈述或重大遗漏。湖北宜化化工股份有限公司及董事会全体成员保证信息披露的内容真实、准确、完整，没有虚假记载、误导性陈述或重大遗漏。湖北宜化化工股份有限公司及董事会全体成员保证信息披露的内容真实、准确、完整，没有虚假记载、误导性陈述或重大遗漏。湖北宜化化工股份有限公司及董事会全体成员保证信息披露的内容真实、准确、完整，没有虚假记载、误导性陈述或重大遗漏。湖北宜化化工股份有限公司及董事会全体成员保证信息披露的内容真实、准确、完整，没有虚假记载、误导性陈述或重大遗漏。湖北宜化化: [235, 210, 423, 311]
- page-header: [33, 38, 828, 82]
- announcement-body: 湖北宜化化工股份有限公司及董事会全体成员保证信息披露的内容真实、准确、完整，没有虚假记载、误导性陈述或重大遗漏。湖北宜化化工股份有限公司及董事会全体成员保证信息披露的内容真实、准确、完整，没有虚假记载、误导性陈述或重大遗漏。湖北宜化化工股份有限公司及董事会全体成员保证信息披露的内容真实、准确、完整，没有虚假记载、误导性陈述或重大遗漏。湖北宜化化工股份有限公司及董事会全体成员保证信息披露的内容真实、准确、完整，没有虚假记载、误导性陈述或重大遗漏。湖北宜化化工股份有限公司及董事会全体成员保证信息披露的内容真实、准确、完整，没有虚假记载、误导性陈述或重大遗漏。湖北宜化化工股份有限公司及董事会全体成员保证信息披露的内容真实、准确、完整，没有虚假记载、误导性陈述或重大遗漏。湖北宜化化工股份有限公司及董事会全体成员保证信息披露的内容真实、准确、完整，没有虚假记载、误导性陈述或重大遗漏。湖北宜化化工股份有限公司及董事会全体成员保证信息披露的内容真实、准确、完整，没有虚假记载、误导性陈述或重大遗漏。湖北宜化化工股份有限公司及董事会全体成员保证信息披露的内容真实、准确、完整，没有虚假记载、误导性陈述或重大遗漏。湖北宜化化工股份有限公司及董事会全体成员保证信息披露的内容真实、准确、完整，没有虚假记载、误导性陈述或重大遗漏。湖北宜化化工股份有限公司及董事会全体成员保证信息披露的内容真实、准确、完整，没有虚假记载、误导性陈述或重大遗漏。湖北宜化化工股份有限公司及董事会全体成员保证信息披露的内容真实、准确、完整，没有虚假记载、误导性陈述或重大遗漏。湖北宜化化工股份有限公司及董事会全体成员保证信息披露的内容真实、准确、完整，没有虚假记载、误导性陈述或重大遗漏。湖北宜化化工股份有限公司及董事会全体成员保证信息披露的内容真实、准确、完整，没有虚假记载、误导性陈述或重大遗漏。湖北宜化化工股份有限公司及董事会全体成员保证信息披露的内容真实、准确、完整，没有虚假记载、误导性陈述或重大遗漏。湖北宜化化工股份有限公司及董事会全体成员保证信息披露的内容真实、准确、完整，没有虚假记载、误导性陈述或重大遗漏。湖北宜化化工股份有限公司及董事会全体成员保证信息披露的内容真实、准确、完整，没有虚假记载、误导性陈述或重大遗漏。湖北宜化化工股份有限公司及董事会全体成员保证信息披露的内容真实、准确、完整，没有虚假记载、误导性陈述或重大遗漏。湖北宜化化工股份有限公司及董事会全体成员保证信息披露的内容真实、准确、完整，没有虚假记载、误导性陈述或重大遗漏。湖北宜化化工股份有限公司及董事会全体成员保证信息披露的内容真实、准确、完整，没有虚假记载、误导性陈述或重大遗漏。湖北宜化化工: [40, 753, 228, 887]
- announcement-body: 湖北宜化化工股份有限公司及董事会全体成员保证信息披露的内容真实、准确、完整，没有虚假记载、误导性陈述或重大遗漏。湖北宜化化工股份有限公司及董事会全体成员保证信息披露的内容真实、准确、完整，没有虚假记载、误导性陈述或重大遗漏。湖北宜化化工股份有限公司及董事会全体成员保证信息披露的内容真实、准确、完整，没有虚假记载、误导性陈述或重大遗漏。湖北宜化化工股份有限公司及董事会全体成员保证信息披露的内容真实、准确、完整，没有虚假记载、误导性陈述或重大遗漏。湖北宜化化工股份有限公司及董事会全体成员保证信息披露的内容真实、准确、完整，没有虚假记载、误导性陈述或重大遗漏。湖北宜化化工股份有限公司及董事会全体成员保证信息披露的内容真实、准确、完整，没有虚假记载、误导性陈述或重大遗漏。湖北宜化化工股份有限公司及董事会全体成员保证信息披露的内容真实、准确、完整，没有虚假记载、误导性陈述或重大遗漏。湖北宜化化工股份有限公司及董事会全体成员保证信息披露的内容真实、准确、完整，没有虚假记载、误导性陈述或重大遗漏。湖北宜化化工股份有限公司及董事会全体成员保证信息披露的内容真实、准确、完整，没有虚假记载、误导性陈述或重大遗漏。湖北宜化化工股份有限公司及董事会全体成员保证信息披露的内容真实、准确、完整，没有虚假记载、误导性陈述或重大遗漏。湖北宜化化工股份有限公司及董事会全体成员保证信息披露的内容真实、准确、完整，没有虚假记载、误导性陈述或重大遗漏。湖北宜化化工股份有限公司及董事会全体成员保证信息披露的内容真实、准确、完整，没有虚假记载、误导性陈述或重大遗漏。湖北宜化化工股份有限公司及董事会全体成员保证信息披露的内容真实、准确、完整，没有虚假记载、误导性陈述或重大遗漏。湖北宜化化工股份有限公司及董事会全体成员保证信息披露的内容真实、准确、完整，没有虚假记载、误导性陈述或重大遗漏。湖北宜化化工股份有限公司及董事会全体成员保证信息披露的内容真实、准确、完整，没有虚假记载、误导性陈述或重大遗漏。湖北宜化化工股份有限公司及董事会全体成员保证信息披露的内容真实、准确、完整，没有虚假记载、误导性陈述或重大遗漏。湖北宜化化工股份有限公司及董事会全体成员保证信息披露的内容真实、准确、完整，没有虚假记载、误导性陈述或重大遗漏。湖北宜化化工股份有限公司及董事会全体成员保证信息披露的内容真实、准确、完整，没有虚假记载、误导性陈述或重大遗漏。湖北宜化化工股份有限公司及董事会全体成员保证信息披露的内容真实、准确、完整，没有虚假记载、误导性陈述或重大遗漏。湖北宜化化工股份有限公司及董事: [235, 1085, 423, 1214]
- announcement: [40, 914, 228, 1220]
- announcement-body: 湖北宜化化工股份有限公司及董事会全体成员保证信息披露的内容真实、准确、完整，没有虚假记载、误导性陈述或重大遗漏。湖北宜化化工股份有限公司及董事会全体成员保证信息披露的内容真实、准确、完整，没有虚假记载、误导性陈述或重大遗漏。湖北宜化化工股份有限公司及董事会全体成员保证信息披露的内容真实、准确、完整，没有虚假记载、误导性陈述或重大遗漏。湖北宜化化工股份有限公司及董事会全体成员保证信息披露的内容真实、准确、完整，没有虚假记载、误导性陈述或重大遗漏。湖北宜化化工股份有限公司及董事会全体成员保证信息披露的内容真实、准确、完整，没有虚假记载、误导性陈述或重大遗漏。湖北宜化化工股份有限公司及董事会全体成员保证信息披露的内容真实、准确、完整，没有虚假记载、误导性陈述或重大遗漏。湖北宜化化工股份有限公司及董事会全体成员保证信息披露的内容真实、准确、完整，没有虚假记载、误导性陈述或重大遗漏。湖北宜化化工股份有限公司及董事会全体成员保证信息披露的内容真实、准确、完整，没有虚假记载、误导性陈述或重大遗漏。湖北宜化化工股份有限公司及董事会全体成员保证信息披露的内容真实、准确、完整，没有虚假记载、误导性陈述或重大遗漏。湖北宜化化工股份有限公司及董事会全体成员保证信息披露的内容真实、准确、完整，没有虚假记载、误导性陈述或重大遗漏。湖北宜化化工股份有限公司及董事会全体成员保证信息披露的内容真实、准确、完整，没有虚假记载、误导性陈述或重大遗漏。湖北宜化化工股份有限公司及董事会全体成员保证信息披露的内容真实、准确、完整，没有虚假记载、误导性陈述或重大遗漏。湖北宜化化工股份有限公司及董事会全体成员保证信息披露的内容真实、准确、完整，没有虚假记载、误导性陈述或重大遗漏。湖北宜化化工股份有限公司及董事会全体成员保证信息披露的内容真实、准确、完整，没有虚假记载、误导性陈述或重大遗漏。湖北宜化化工股份有限公司及董事会全体成员保证信息披露的内容真实、准确、完整，没有虚假记载、误导性陈述或重大遗漏。湖北宜化化工股份有限公司及董事会全体成员保证信息披露的内容真实、准确、完整，没有虚假记载、误导性陈述或重大遗漏。湖北宜化化工股份有限公司及董事会全体成员保证信息披露的内容真实、准确、完整，没有虚假记: [625, 529, 813, 641]
- announcement: [235, 1026, 423, 1220]
- signature-block: 湖北宜化化工股份有限公司 董事会: [564, 1206, 618, 1218]
- announcement-body: 湖北宜化化工股份有限公司及董事会全体成员保证信息披露的内容真实、准确、完整，没有虚假记载、误导性陈述或重大遗漏。湖北宜化化工股份有限公司及董事会全体成员保证信息披露的内容真实、准确、完整，没有虚假记载、误导性陈述或重大遗漏。湖北宜化化工股份有限公司及董事会全体成员保证信息披露的内容真实、准确、完整，没有虚假记载、误导性陈述或重大遗漏。湖北宜化化工股份有限公司及董事会全体成员保证信息披露的内容真实、准确、完整，没有虚假记载、误导性陈述或重大遗漏。湖北宜化化工股份有限公司及董事会全体成员保证信息披露的内容真实、准确、完整，没有虚假记载、误导性陈述或重大遗漏。湖北宜化化工股份有限公司及董事会全体成员保证信息披露的内容真实、准确、完整，没有虚假记载、误导性陈述或重大遗漏。湖北宜化化工股份有限公司及董事会全体成员保证信息披露的内容真实、准确、完整，没有虚假记载、误导性陈述或重大遗漏。湖北宜化化工股份有限公司及董事会全体成员保证信息披露的内容真实、准确、完整，没有虚假记载、误导性陈述或重大遗漏。湖北宜化化工股份有限公司及董事会全体成员保证信息披露的内容真实、准确、完整，没有虚假记载、误导性陈述或重大遗漏。湖北宜化化工股份有限公司及董事会全体成员保证信息披露的内容真实、准确、完整，没有虚假记载、误导性陈述或重大遗漏。湖北宜化化工股份有限公司及董事会全体成员保证信息披露的内容真实、准确、完整，没有虚假记载、误导性陈述或重大遗漏。湖北宜化化工股份有限公司及董事会全体成员保证信息披露的内容真实、准确、完整，没有虚假记载、误导性陈述或重大遗漏。湖北宜化化工股份有限公司及董事会全体成员保证信息披露的内容真实、准确、完整，没有虚假记载、误导性陈述或重大遗漏。湖北宜化化工股份有限公司及董事会全体成员保证信息披露的内容真实、准确、完整，没有虚假记载、误导性陈述或重大遗漏。湖北宜化化工股份有限公司及董事会全体成员保证信息披露的内容真实、准确、完整，没有虚假记载、误导性陈述或重大遗漏。湖北宜化化工股份有限公司及董事会全体成员保证信息披露的内容真实、准确、完整，没有虚假记载、误导性陈述或重大遗漏。湖北宜化化工股份有限公司及董事会全体成员保证信息披露的内容真实、准确、完整，没有虚假记载、误导性陈述或重大遗漏。湖北宜化化工股份有限公司及董事会全体成员保证信息披露的内容真实、准确、完整，没有虚假记载、误导性陈述或重大遗漏。湖北宜化化工股份有限公司及董事会全体成员保证信息披露的内容真实、准确、完整，没有虚假记载、误导性陈述或重大遗漏。湖北宜化化工股份有限公司及董事会全体成员保证信息披露的内容真实、准确、完整，没有虚假记载、误导性陈述或重大遗漏。湖北宜化化工股份有限公司及董事会全体成员保证信息披露的内容真实、准确、完整，没有虚假记载、误导性陈述或重大遗漏。湖北宜化化工股份有限公司及董事会全体成员保证信息披露的内容真实、准确、完整，没有虚假记载、误导性陈述或重大遗漏。湖北宜化化工股份有限公司及董事会全体成员保证信息披露的内容真实、准确、完整，没有虚假记载、误导性陈述或重大遗漏。湖北宜化化工股份有限公司及董事会全体成员保证信息披露的内容真实、准确、完整，没有虚假记载、误导性陈述或重大遗漏。湖北宜化化工股份有限公司及董事会全体成员保证信息披露的内容真实、准确、完整，没有虚假记载、误导性陈述或重大遗漏。湖北宜化化工股份有限公司及董事会全体成员保证信息披露的内容真实、准确、完整，没有虚假记载、误导性陈述或重大遗漏。湖北宜化化工股份有限公司及董事会全体成员保证信息披露的内容真实、准确、完整，没有虚假记载、误导性陈述或重大遗漏。湖北宜化化工股份有限公司及董事会全体成员保证信息披露的内容真实、准确、完整，没有虚假记载、误导性陈述或重大遗漏。湖北宜化化工股份有限公司及董事会全体成员保证信息披露的内容真实、准确、完整，没有虚假记载、误导性陈述或重大遗漏。湖北宜化化工股份有限公司及董事会全体成员保证信息披露的内容真实、准确、完整，没有虚假记载、误导性陈述或重大遗漏。湖北宜化化工股份有限公司及董事会全体成员保证信息披露的内容真实、准确、完整，没有虚假记载、误导性陈述或重大遗漏。湖北宜化化工股份有限公司及董事会全体成员保证信息披露的内容真实、准确、完整，没有虚假记载、误导性陈述或重大遗漏。湖北宜化化工股份有限公司及董事会全体成员保证信息披露的内容真实、准确、完整，没有虚假记载、误导性陈述或重大遗漏。湖北宜化化工股份有限公司及董事会全体成员保证信息披露的内容真实、准确、完整，没有虚假记载、误导性陈述或重大遗漏。湖北宜化化工股份有限公司及董事会全体成员保证信息披露的内容真实、准确、完整，没有虚假记载、误导性陈述或重大遗漏。湖北宜化化工股份有限公司及董事会全体成员保证信息披露的内容真实、准确、完整，没有虚假记载、误导性陈述或重大遗漏。湖北宜化化工股份有限公司及董事会全体成员保证信息披露的内容真实、准确、完整，没有虚假记载、误导性陈述或重大遗漏。湖北宜化化工股份有限公司及董事会全体成员保证信息披露的内容真实、准确、完整，没有虚假记载、误导性陈述或重大遗漏。湖北宜化化工股份有限公司及董事会全体成员保证信息披露的内容真实、准确、完整，没有虚假记载、误导性陈述或重大遗漏。湖北宜化化工股份有限公司及董事会全体成员保证信息披露的内容真实、准确、完整，没有虚假记载、误导性陈述或重大遗漏。湖北宜化化工股份有限公司及董事会全体成员保证信息披露的内容真实、准确、完整，没有虚假记载、误导性陈述或重大遗漏。湖北宜化化工股份有限公司及董事会全体成员保证信息披露的内容真实、准确、完整，没有虚假记载、误导性陈述或重大遗漏。湖北宜化化工股份有限公司及董事会全体成员保证信息披露的内容真实、准确、完整，没有虚假记载、误导性陈述或重大遗漏。湖北宜化化工股份有限公司及董事会全体成员保证信息披露的内容真实、准确、完整，没有虚假记载、误导性陈述或重大遗漏。湖北宜化化工股份有限公司及董事会全体成员保证信息披露的内容真实、准确、完整，没有虚假记载、误导性陈述或重大遗漏。湖北宜化化工股份有限公司及董事会全体成员保证信息披露的内容真实、准确、完整，没有虚假记载、误导性陈述或重大: [235, 383, 423, 691]
- announcement-body: 湖北宜化化工股份有限公司及董事会全体成员保证信息披露的内容真实、准确、完整，没有虚假记载、误导性陈述或重大遗漏。湖北宜化化工股份有限公司及董事会全体成员保证信息披露的内容真实、准确、完整，没有虚假记载、误导性陈述或重大遗漏。湖北宜化化工股份有限公司及董事会全体成员保证信息披露的内容真实、准确、完整，没有虚假记载、误导性陈述或重大遗漏。湖北宜化化工股份有限公司及董事会全体成员保证信息披露的内容真实、准确、完整，没有虚假记载、误导性陈述或重大遗漏。湖北宜化化工股份有限公司及董事会全体成员保证信息披露的内容真实、准确、完整，没有虚假记载、误导性陈述或重大遗漏。湖北宜化化工股份有限公司及董事会全体成员保证信息披露的内容真实、准确、完整，没有虚假记载、误导性陈述或重大遗漏。湖北宜化化工股份有限公司及董事会全体成员保证信息披露的内容真实、准确、完整，没有虚假记载、误导性陈述或重大遗漏。湖北宜化化工股份有限公司及董事会全体成员保证信息披露的内容真实、准确、完整，没有虚假记载、误导性陈述或重大遗漏。湖北宜化化工股份有限公司及董事会全体成员保证信息披露的内容真实、准确、完整，没有虚假记载、误导性陈述或重大遗漏。湖北宜化化工股份有限公司及董事会全体成员保证信息披露的内容真实、准确、完整，没有虚假记载、误导性陈述或重大遗漏。湖北宜化化工股份有限公司及董事会全体成员保证信息披露的内容真实、准确、完整，没有虚假记载、误导性陈述或重大遗漏。湖北宜化化工股份有限公司及董事会全体成员保证信息披露的内容真实、准确、完整，没有虚假记载、误导性陈述或重大遗漏。湖北宜化化工股份有限公司及董事会全体成员保证信息披露的内容真实、准确、完整，没有虚假记载、误导性陈述或重大遗漏。湖北宜化化工股份有限公司及董事会全体成员保证信息披露的内容真实、准确、完整，没有虚假记载、误导性陈述或重大遗漏。湖北宜化化工股份有限公司及董事会全体成员保证信息披露的内容真实、准确、完整，没有虚假记载、误导性陈述或重大遗漏。湖北宜化化工股份有限公司及董事会全体成员保证信息披露的内容真实、准确、完整，没有虚假记载、误导性陈述或重大遗漏。湖北宜化化工股份有限公司及董事会全体成员保证信息披露的内容真实、准确、完整，没有虚假记载、误导性陈述或重大遗漏。湖北宜化化工股份有限公司及董事会全体成员保证信息披露的内容真实、准确、完整，没有虚假记载、误导性陈述或重大遗漏。湖北宜化化工股份有限公司及董事会全体成员保证信息披露的内容真实、准确、完整，没有虚假记载、误导性陈述或重大遗漏。湖北宜化化工股份有限公司及董事会全体成员保证信息披露的内容真实、准确、完整，没有虚假记载、误导性陈述或重大遗漏。湖北宜化化工: [40, 581, 228, 716]
- table-row: [236, 1218, 423, 1220]
- announcement-body: 湖北宜化化工股份有限公司及董事会全体成员保证信息披露的内容真实、准确、完整，没有虚假记载、误导性陈述或重大遗漏。湖北宜化化工股份有限公司及董事会全体成员保证信息披露的内容真实、准确、完整，没有虚假记载、误导性陈述或重大遗漏。湖北宜化化工股份有限公司及董事会全体成员保证信息披露的内容真实、准确、完整，没有虚假记载、误导性陈述或重大遗漏。湖北宜化化工股份有限公司及董事会全体成员保证信息披露的内容真实、准确、完整，没有虚假记载、误导性陈述或重大遗漏。湖北宜化化工股份有限公司及董事会全体成员保证信息披露的内容真实、准确、完整，没有虚假记载、误导性陈述或重大遗漏。湖北宜化化工股份有限公司及董事会全体成员保证信息披露的内容真实、准确、完整，没有虚假记载、误导性陈述或重大遗漏。湖北宜化化工股份有限公司及董事会全体成员保证信息披露的内容真实、准确、完整，没有虚假记载、误导性陈述或重大遗漏。湖北宜化化工股份有限公司及董事会全体成员保证信息披露的内容真实、准确、完整，没有虚假记载、误导性陈述或重大遗漏。湖北宜化化工股份有限公司及董事会全体成员保证信息披露的内容真实、准确、完整，没有虚假记载、误导性陈述或重大遗漏。湖北宜化化工股份有限公司及董事会全体成员保证信息披露的内容真实、准确、完整，没有虚假记载、误导性陈述或重大遗漏。湖北宜化化工股份有限公司及董事会全体成员保证信息披露的内容真实、准确、完整，没有虚假记载、误导性陈述或重大遗漏。湖北宜化化工股份有限公司及董事会全体成员保证信息披露的内容真实、准确、完整，没有虚假记载、误导性陈述或重大遗漏。湖北宜化化工股份有限公司及董事会全体成员保证信息披露的内容真实、准确、完整，没有虚假记载、误导性陈述或重大遗漏。湖北宜化化工股份有限公司及董事会全体成员保证信息披露的内容真实、准确、完整，没有虚假记载、误导性陈述或重大遗漏。湖北宜化化工股份有限公司及董事会全体成员保证信息披露的内容真实、准确、完整，没有虚假记载、误导性陈述或重大遗漏。湖北宜化化工股份有限公司及董事会全体成员保证信息披露的内容真实、准确、完整，没有虚假记载、误导性陈述或重大遗漏。湖北宜化化工股份有限公司及董事会全体成员保证信息披露的内容真实、准确、完整，没有虚假记载、误导性陈述或重大遗漏。湖北宜化化工股份有限公司及董事会全体成员保证信息披露的内容真实、准: [430, 564, 618, 682]
